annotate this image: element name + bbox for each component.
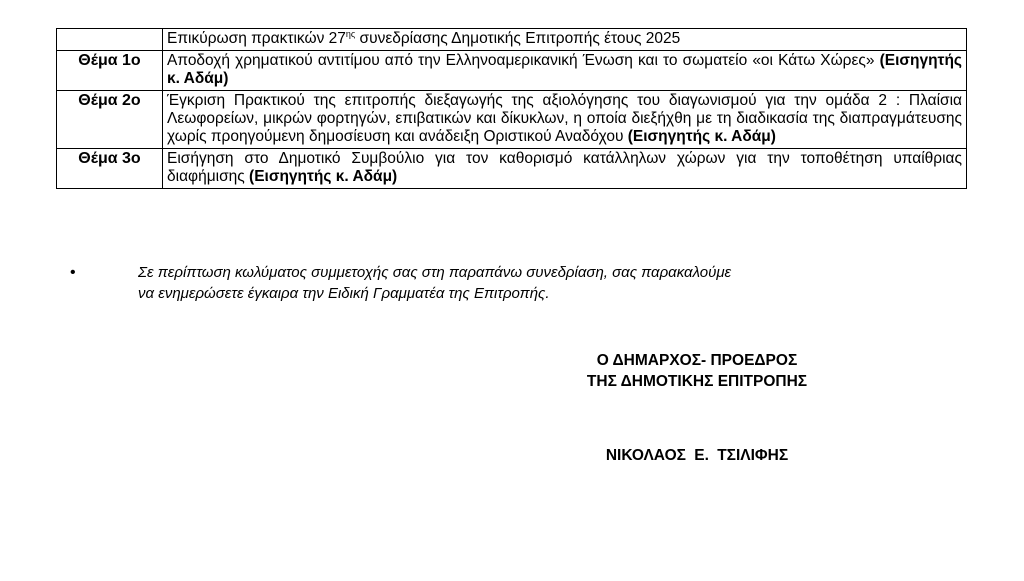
signature-name: ΝΙΚΟΛΑΟΣ Ε. ΤΣΙΛΙΦΗΣ [605,447,789,464]
item-2-description: Έγκριση Πρακτικού της επιτροπής διεξαγωγής της αξιολόγησης του διαγωνισμού για την ομάδα 2 : Πλαίσια Λεωφορείων, μικρών φορτηγών, επιβατικών και δίκυκλων, η οποία διεξήχθη με τη διαδικασία της διαπραγμάτευσης χωρίς προηγούμενη δημοσίευση και ανάδειξη Οριστικού Αναδόχου [167,92,962,145]
intro-superscript: ης [345,28,356,39]
agenda-row-intro [57,29,967,51]
agenda-item-3-label: Θέμα 3ο [57,149,163,189]
bullet-icon: • [70,264,76,281]
agenda-row-item-1 [57,51,967,91]
item-1-description: Αποδοχή χρηματικού αντιτίμου από την Ελληνοαμερικανική Ένωση και το σωματείο «οι Κάτω Χώρες» [167,52,880,69]
note-line-2: να ενημερώσετε έγκαιρα την Ειδική Γραμματέα της Επιτροπής. [138,285,550,302]
agenda-item-2-label: Θέμα 2ο [57,91,163,149]
intro-text-after: συνεδρίασης Δημοτικής Επιτροπής έτους 2025 [355,30,681,47]
agenda-table [56,28,967,189]
signature-title-line-1: Ο ΔΗΜΑΡΧΟΣ- ΠΡΟΕΔΡΟΣ [596,352,798,369]
agenda-item-3-text [163,149,967,189]
intro-text-before: Επικύρωση πρακτικών 27 [167,30,346,47]
item-3-rapporteur: (Εισηγητής κ. Αδάμ) [249,168,398,185]
agenda-row-item-2 [57,91,967,149]
signature-title [497,350,897,392]
agenda-item-2-text [163,91,967,149]
agenda-item-1-text [163,51,967,91]
agenda-intro-label [57,29,163,51]
agenda-item-1-label: Θέμα 1ο [57,51,163,91]
note-line-1: Σε περίπτωση κωλύματος συμμετοχής σας στη παραπάνω συνεδρίαση, σας παρακαλούμε [138,264,732,281]
absence-note [70,262,830,304]
signature-title-line-2: ΤΗΣ ΔΗΜΟΤΙΚΗΣ ΕΠΙΤΡΟΠΗΣ [586,373,808,390]
item-3-description: Εισήγηση στο Δημοτικό Συμβούλιο για τον καθορισμό κατάλληλων χώρων για την τοποθέτηση υπαίθριας διαφήμισης [167,150,962,185]
item-1-rapporteur: (Εισηγητής κ. Αδάμ) [167,52,962,87]
agenda-intro-text [163,29,967,51]
item-2-rapporteur: (Εισηγητής κ. Αδάμ) [627,128,776,145]
agenda-row-item-3 [57,149,967,189]
